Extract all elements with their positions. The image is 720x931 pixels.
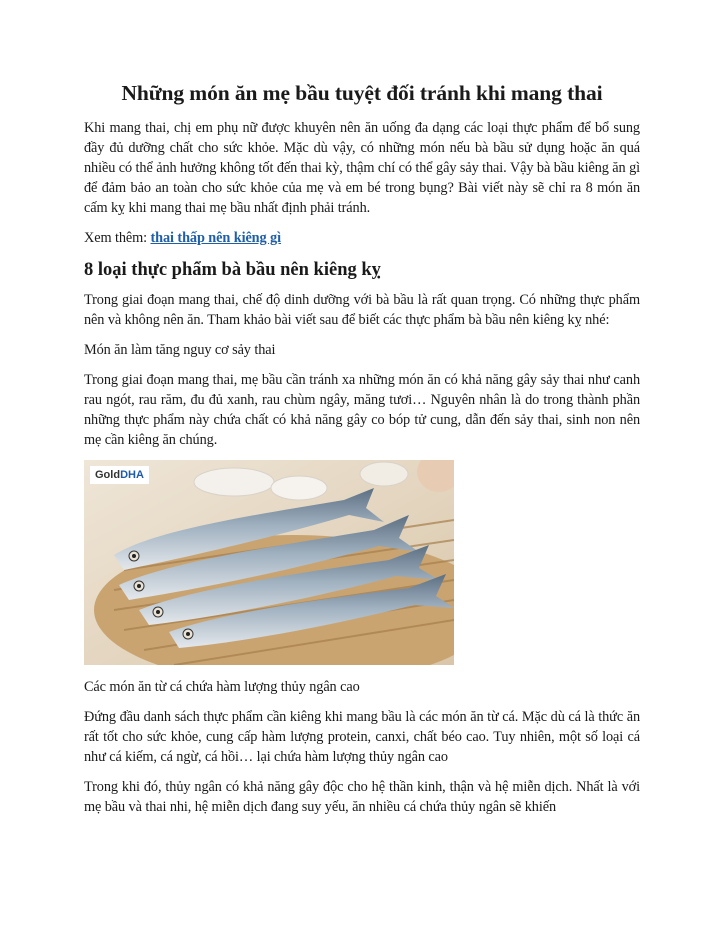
subsection-body-fish-1: Đứng đầu danh sách thực phẩm cần kiêng khi mang bầu là các món ăn từ cá. Mặc dù cá là thức ăn rất tốt cho sức khỏe, cung cấp hàm lượng protein, canxi, chất béo cao. Tuy nhiên, một số loại cá như cá kiếm, cá ngừ, cá hồi… lại chứa hàm lượng thủy ngân cao: [84, 709, 640, 766]
fish-photo: [84, 460, 454, 665]
see-more-label: Xem thêm:: [84, 230, 151, 247]
page-title: Những món ăn mẹ bầu tuyệt đối tránh khi mang thai: [121, 81, 603, 105]
section-intro-paragraph: Trong giai đoạn mang thai, chế độ dinh dưỡng với bà bầu là rất quan trọng. Có những thực phẩm nên và không nên ăn. Tham khảo bài viết sau để biết các thực phẩm bà bầu nên kiêng kỵ nhé:: [84, 292, 640, 329]
document-page: [84, 80, 640, 827]
logo-gold-text: Gold: [95, 469, 121, 482]
intro-paragraph: Khi mang thai, chị em phụ nữ được khuyên nên ăn uống đa dạng các loại thực phẩm để bổ sung đầy đủ dưỡng chất cho sức khỏe. Mặc dù vậy, có những món nếu bà bầu sử dụng hoặc ăn quá nhiều có thể ảnh hưởng không tốt đến thai kỳ, thậm chí có thể gây sảy thai. Vậy bà bầu kiêng ăn gì để đảm bảo an toàn cho sức khỏe của mẹ và em bé trong bụng? Bài viết này sẽ chỉ ra 8 món ăn cấm kỵ khi mang thai mẹ bầu nhất định phải tránh.: [84, 119, 640, 216]
fish-illustration: [84, 460, 454, 665]
subsection-body-fish-2: Trong khi đó, thủy ngân có khả năng gây độc cho hệ thần kinh, thận và hệ miễn dịch. Nhất là với mẹ bầu và thai nhi, hệ miễn dịch đang suy yếu, ăn nhiều cá chứa thủy ngân sẽ khiến: [84, 779, 640, 816]
section-heading: 8 loại thực phẩm bà bầu nên kiêng kỵ: [84, 260, 381, 281]
subsection-title-miscarriage: Món ăn làm tăng nguy cơ sảy thai: [84, 342, 276, 359]
subsection-title-fish: Các món ăn từ cá chứa hàm lượng thủy ngân cao: [84, 679, 360, 696]
see-more-link[interactable]: thai thấp nên kiêng gì: [150, 230, 281, 247]
logo-dha-text: DHA: [120, 469, 144, 482]
subsection-body-miscarriage: Trong giai đoạn mang thai, mẹ bầu cần tránh xa những món ăn có khả năng gây sảy thai như canh rau ngót, rau răm, đu đủ xanh, rau chùm ngây, măng tươi… Nguyên nhân là do trong thành phần những thực phẩm này chứa chất có khả năng gây co bóp tử cung, dẫn đến sảy thai, sinh non nên mẹ cần kiêng ăn chúng.: [84, 372, 640, 449]
gold-dha-logo: [90, 466, 149, 484]
see-more-line: [84, 228, 640, 248]
